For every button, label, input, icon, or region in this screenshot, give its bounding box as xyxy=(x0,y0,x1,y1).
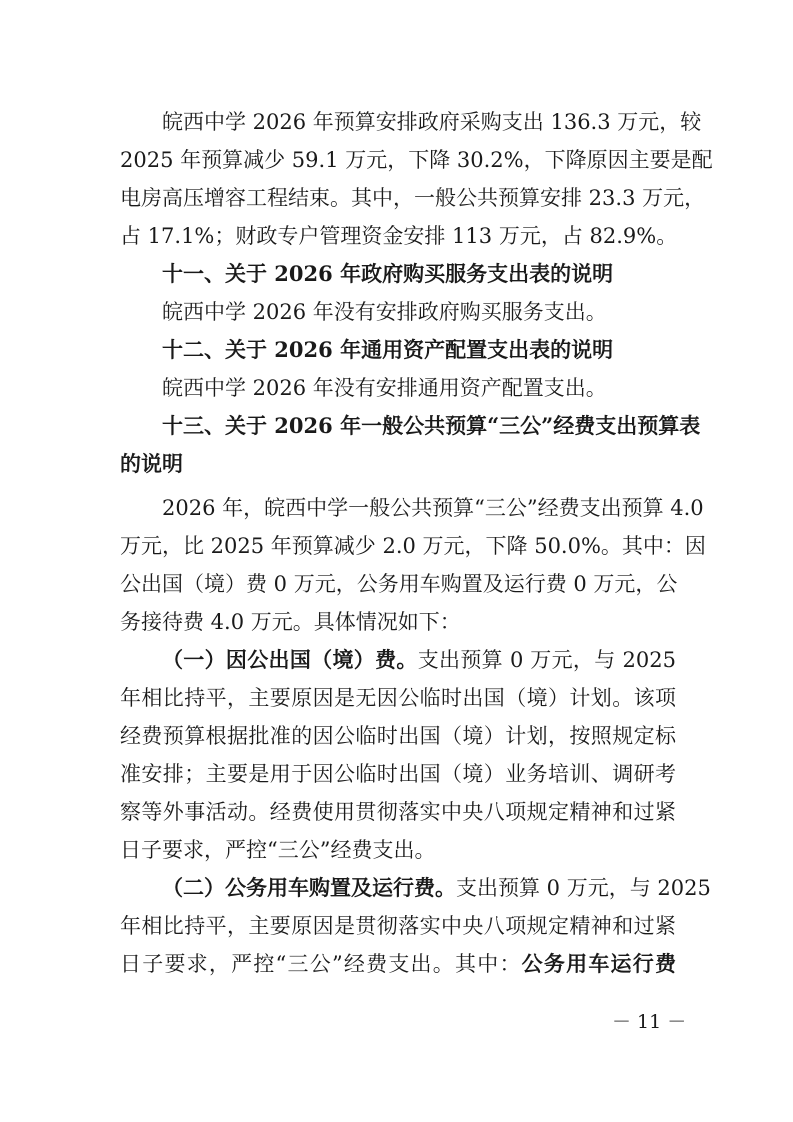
paragraph-line: 2026 年，皖西中学一般公共预算“三公”经费支出预算 4.0 xyxy=(162,496,704,520)
subsection-1-first-line xyxy=(120,641,676,679)
page-number: － 11 － xyxy=(612,1011,687,1033)
paragraph-line: 年相比持平，主要原因是贯彻落实中央八项规定精神和过紧 xyxy=(120,914,676,938)
subsection-2-title: （二）公务用车购置及运行费。 xyxy=(162,875,456,900)
paragraph-line: 日子要求，严控“三公”经费支出。 xyxy=(120,838,436,862)
paragraph-line: 务接待费 4.0 万元。具体情况如下： xyxy=(120,610,461,634)
subsection-2-text: 日子要求，严控“三公”经费支出。其中： xyxy=(120,952,522,976)
paragraph-line: 皖西中学 2026 年预算安排政府采购支出 136.3 万元，较 xyxy=(162,110,702,134)
paragraph-line: 皖西中学 2026 年没有安排通用资产配置支出。 xyxy=(162,376,607,400)
paragraph-line: 电房高压增容工程结束。其中，一般公共预算安排 23.3 万元， xyxy=(120,186,706,210)
subsection-1-text: 支出预算 0 万元，与 2025 xyxy=(417,648,676,672)
paragraph-line: 察等外事活动。经费使用贯彻落实中央八项规定精神和过紧 xyxy=(120,800,676,824)
section-heading-13-cont: 的说明 xyxy=(120,451,183,476)
paragraph-line: 公出国（境）费 0 万元，公务用车购置及运行费 0 万元，公 xyxy=(120,572,678,596)
paragraph-line: 2025 年预算减少 59.1 万元，下降 30.2%，下降原因主要是配 xyxy=(120,148,713,172)
paragraph-line: 经费预算根据批准的因公临时出国（境）计划，按照规定标 xyxy=(120,724,676,748)
section-heading-12: 十二、关于 2026 年通用资产配置支出表的说明 xyxy=(162,337,614,362)
subsection-2-text: 支出预算 0 万元，与 2025 xyxy=(456,876,711,900)
paragraph-line: 准安排；主要是用于因公临时出国（境）业务培训、调研考 xyxy=(120,762,676,786)
subsection-2-first-line xyxy=(120,869,711,907)
paragraph-line: 万元，比 2025 年预算减少 2.0 万元，下降 50.0%。其中：因 xyxy=(120,534,706,558)
paragraph-line: 年相比持平，主要原因是无因公临时出国（境）计划。该项 xyxy=(120,686,676,710)
paragraph-line: 占 17.1%；财政专户管理资金安排 113 万元，占 82.9%。 xyxy=(120,224,678,248)
paragraph-line: 皖西中学 2026 年没有安排政府购买服务支出。 xyxy=(162,300,607,324)
paragraph-line xyxy=(120,945,676,983)
section-heading-11: 十一、关于 2026 年政府购买服务支出表的说明 xyxy=(162,261,614,286)
section-heading-13: 十三、关于 2026 年一般公共预算“三公”经费支出预算表 xyxy=(162,413,701,438)
subsection-1-title: （一）因公出国（境）费。 xyxy=(162,647,418,672)
subsection-2-bold-term: 公务用车运行费 xyxy=(521,951,676,976)
